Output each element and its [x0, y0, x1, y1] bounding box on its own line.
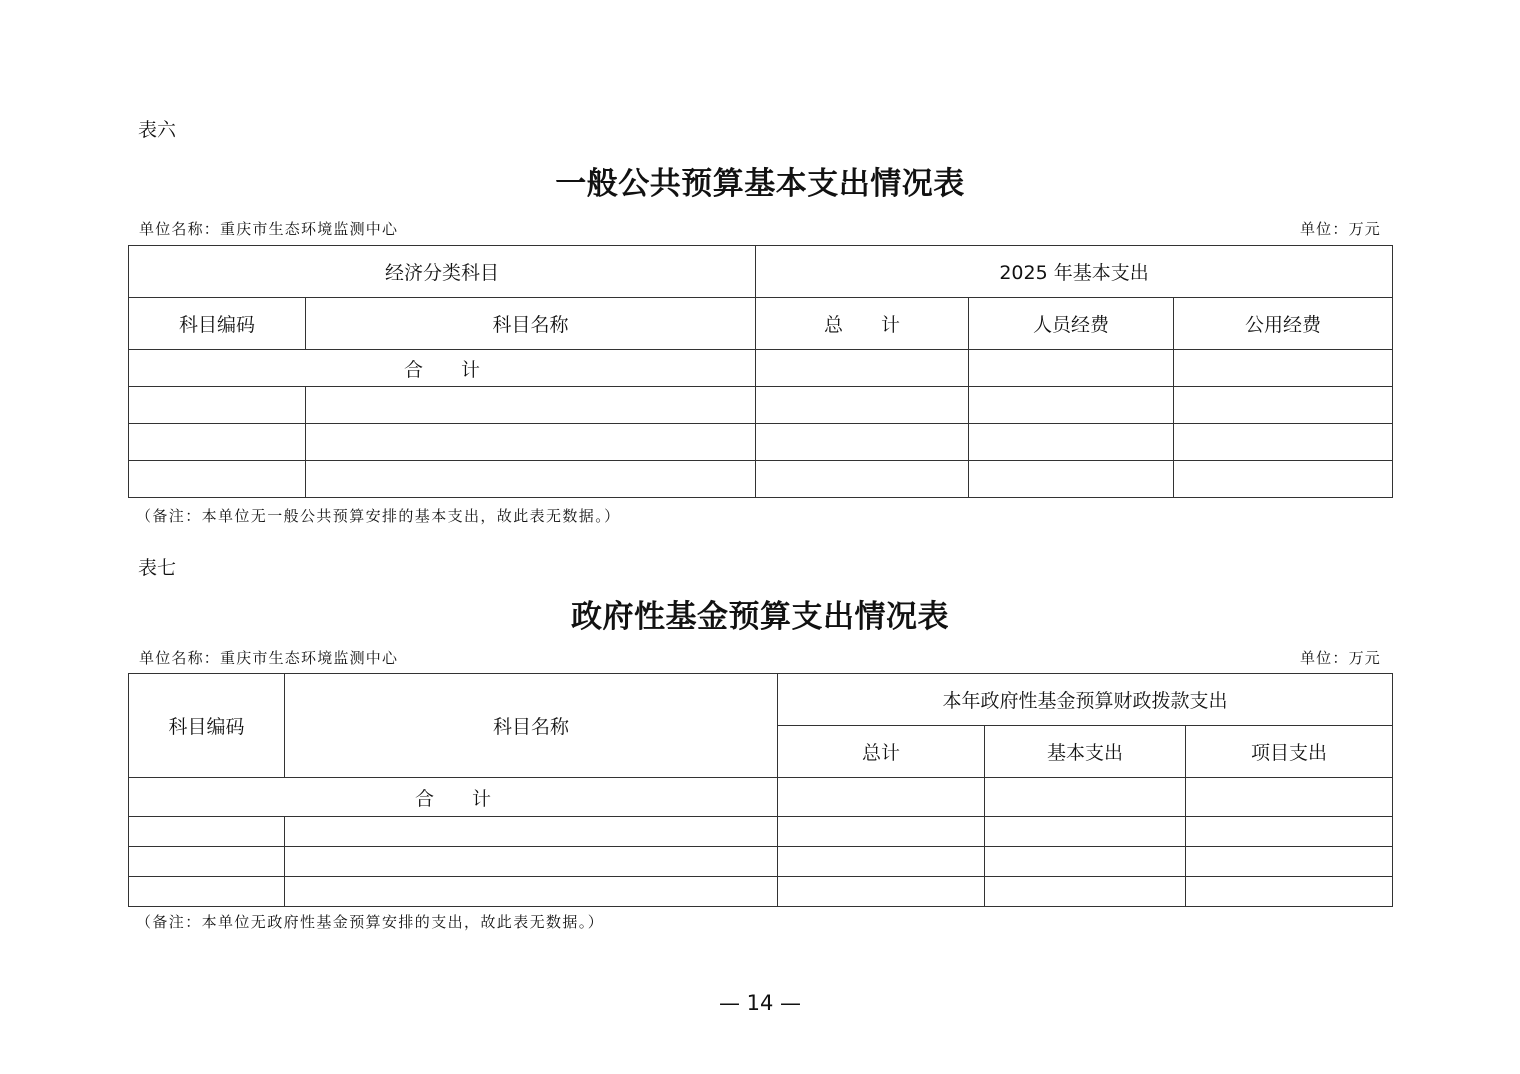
table-cell	[1186, 817, 1393, 847]
table-row	[129, 817, 1393, 847]
table-cell	[969, 461, 1174, 498]
table7-note: （备注：本单位无政府性基金预算安排的支出，故此表无数据。）	[136, 913, 605, 931]
table-cell	[985, 778, 1186, 817]
table-cell	[985, 847, 1186, 877]
table-cell	[756, 424, 969, 461]
table-cell	[285, 847, 778, 877]
table-cell	[129, 387, 306, 424]
table-cell	[1186, 877, 1393, 907]
table-cell	[969, 424, 1174, 461]
table7-unit: 单位：万元	[1299, 649, 1381, 667]
table-row	[129, 847, 1393, 877]
table7-grid	[128, 673, 1393, 907]
table-cell	[756, 350, 969, 387]
table-cell	[756, 461, 969, 498]
table7-header-fund-expenditure: 本年政府性基金预算财政拨款支出	[778, 674, 1393, 726]
table-cell	[969, 387, 1174, 424]
table-cell	[285, 877, 778, 907]
table6-unit-name: 单位名称：重庆市生态环境监测中心	[139, 220, 399, 238]
table-cell	[129, 424, 306, 461]
table7-label: 表七	[138, 557, 177, 579]
table6-header-public: 公用经费	[1174, 298, 1393, 350]
table-cell	[778, 847, 985, 877]
table-cell	[1174, 424, 1393, 461]
table6-header-code: 科目编码	[129, 298, 306, 350]
table-cell	[129, 461, 306, 498]
table-cell	[1174, 461, 1393, 498]
table-cell	[306, 387, 756, 424]
table-cell	[129, 847, 285, 877]
page-number: — 14 —	[718, 991, 802, 1015]
table-row	[129, 461, 1393, 498]
table-cell	[129, 817, 285, 847]
table7-total-row	[129, 778, 1393, 817]
table7-header-name: 科目名称	[285, 674, 778, 778]
table-cell	[1186, 847, 1393, 877]
table-cell	[756, 387, 969, 424]
table7-header-total: 总计	[778, 726, 985, 778]
table6-total-row	[129, 350, 1393, 387]
table6-unit: 单位：万元	[1299, 220, 1381, 238]
table7-header-code: 科目编码	[129, 674, 285, 778]
table6-grid	[128, 245, 1393, 498]
table-row	[129, 424, 1393, 461]
table7-header-project: 项目支出	[1186, 726, 1393, 778]
table-cell	[985, 817, 1186, 847]
table6-header-name: 科目名称	[306, 298, 756, 350]
table-cell	[129, 877, 285, 907]
table6-header-row-2	[129, 298, 1393, 350]
table6-label: 表六	[138, 119, 177, 141]
table6-header-economic-category: 经济分类科目	[129, 246, 756, 298]
table-cell	[1186, 778, 1393, 817]
table7-header-row-1	[129, 674, 1393, 726]
table-row	[129, 877, 1393, 907]
table7-total-label: 合 计	[129, 778, 778, 817]
table-cell	[306, 461, 756, 498]
table6-header-basic-expenditure: 2025 年基本支出	[756, 246, 1393, 298]
table7-unit-name: 单位名称：重庆市生态环境监测中心	[139, 649, 399, 667]
table-cell	[1174, 387, 1393, 424]
table-cell	[306, 424, 756, 461]
table-cell	[1174, 350, 1393, 387]
table7-header-basic: 基本支出	[985, 726, 1186, 778]
table6-note: （备注：本单位无一般公共预算安排的基本支出，故此表无数据。）	[136, 507, 621, 525]
table6-total-label: 合 计	[129, 350, 756, 387]
table-cell	[778, 817, 985, 847]
table-cell	[969, 350, 1174, 387]
table6-header-personnel: 人员经费	[969, 298, 1174, 350]
table7-title: 政府性基金预算支出情况表	[571, 599, 949, 635]
table-cell	[778, 877, 985, 907]
table-cell	[285, 817, 778, 847]
table-cell	[985, 877, 1186, 907]
table-cell	[778, 778, 985, 817]
table6-header-total: 总 计	[756, 298, 969, 350]
table6-header-row-1	[129, 246, 1393, 298]
table-row	[129, 387, 1393, 424]
table6-title: 一般公共预算基本支出情况表	[555, 166, 965, 202]
